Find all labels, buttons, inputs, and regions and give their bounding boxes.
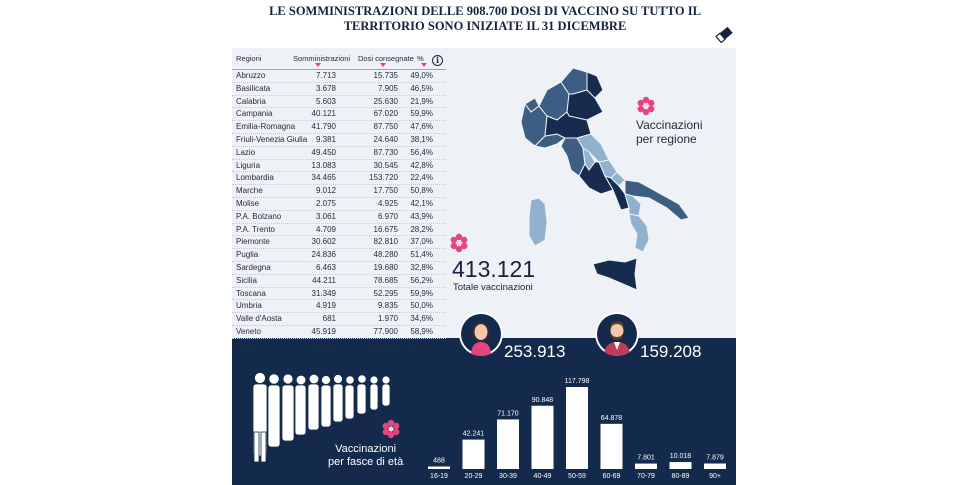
row-region: P.A. Bolzano: [236, 211, 282, 221]
table-row[interactable]: [232, 211, 446, 224]
header-region[interactable]: Regioni: [236, 54, 262, 63]
row-dosi: 78.685: [373, 275, 398, 285]
bar-30-39[interactable]: [497, 419, 519, 469]
map-label: [636, 118, 702, 146]
row-region: Calabria: [236, 96, 266, 106]
title-line-2: TERRITORIO SONO INIZIATE IL 31 DICEMBRE: [343, 19, 627, 33]
header-somministrazioni[interactable]: Somministrazioni: [293, 54, 351, 63]
total-label: Totale: [236, 341, 259, 351]
row-somministrazioni: 4.919: [315, 301, 336, 311]
eraser-icon[interactable]: [715, 27, 733, 43]
map-region-calabria: [629, 214, 649, 252]
row-dosi: 4.925: [377, 198, 398, 208]
bar-value-label: 7.879: [706, 454, 724, 462]
total-vaccinations-label: Totale vaccinazioni: [453, 282, 533, 293]
row-somministrazioni: 2.075: [315, 198, 336, 208]
row-somministrazioni: 31.349: [311, 288, 336, 298]
table-row[interactable]: [232, 185, 446, 198]
bar-category-label: 20-29: [464, 473, 483, 480]
table-row[interactable]: [232, 275, 446, 288]
sort-arrow-icon[interactable]: [315, 63, 321, 67]
row-percent: 32,8%: [410, 262, 433, 272]
map-region-sicilia: [593, 258, 637, 290]
bar-50-59[interactable]: [566, 387, 588, 469]
row-somministrazioni: 4.709: [315, 224, 336, 234]
row-dosi: 17.750: [373, 186, 398, 196]
row-somministrazioni: 13.083: [311, 160, 336, 170]
row-region: Umbria: [236, 301, 262, 311]
row-region: Basilicata: [236, 83, 271, 93]
row-percent: 56,4%: [410, 147, 433, 157]
row-somministrazioni: 3.061: [315, 211, 336, 221]
table-row[interactable]: [232, 147, 446, 160]
row-percent: 59,9%: [410, 109, 433, 119]
row-percent: 42,1%: [410, 198, 433, 208]
map-label-line-1: Vaccinazioni: [636, 118, 703, 132]
table-row[interactable]: [232, 236, 446, 249]
row-dosi: 7.905: [377, 83, 398, 93]
row-percent: 34,6%: [410, 314, 433, 324]
row-region: Liguria: [236, 160, 261, 170]
row-region: P.A. Trento: [236, 224, 275, 234]
age-bar-chart: [232, 338, 736, 485]
row-percent: 43,9%: [410, 211, 433, 221]
row-percent: 50,8%: [410, 186, 433, 196]
row-dosi: 9.835: [377, 301, 398, 311]
row-percent: 38,1%: [410, 134, 433, 144]
row-region: Valle d'Aosta: [236, 314, 282, 324]
total-somm: 413.121: [307, 341, 336, 351]
row-percent: 59,9%: [410, 288, 433, 298]
table-row[interactable]: [232, 121, 446, 134]
bar-value-label: 90.848: [531, 396, 554, 404]
bar-value-label: 117.798: [564, 378, 590, 385]
row-region: Sicilia: [236, 275, 257, 285]
table-row[interactable]: [232, 172, 446, 185]
bar-70-79[interactable]: [635, 464, 657, 469]
bar-value-label: 64.878: [600, 414, 623, 422]
row-somministrazioni: 7.713: [315, 71, 336, 80]
header-percent[interactable]: %: [417, 54, 424, 63]
row-dosi: 24.640: [373, 134, 398, 144]
age-chart-label-line-2: per fasce di età: [328, 455, 404, 468]
bar-value-label: 7.801: [637, 454, 655, 462]
row-region: Lombardia: [236, 173, 274, 183]
row-somministrazioni: 30.602: [311, 237, 336, 247]
row-region: Marche: [236, 186, 263, 196]
total-dosi: 918.450: [369, 341, 398, 351]
bar-20-29[interactable]: [463, 440, 485, 469]
row-region: Puglia: [236, 250, 259, 260]
row-dosi: 48.280: [373, 250, 398, 260]
age-chart-label-line-1: Vaccinazioni: [335, 443, 397, 455]
row-percent: 46,5%: [410, 83, 433, 93]
table-row[interactable]: [232, 224, 446, 237]
row-dosi: 87.730: [373, 147, 398, 157]
bar-category-label: 60-69: [602, 473, 621, 480]
row-region: Campania: [236, 109, 273, 119]
row-percent: 49,0%: [410, 71, 433, 80]
row-percent: 47,6%: [410, 122, 433, 132]
row-dosi: 153.720: [369, 173, 398, 183]
row-dosi: 87.750: [373, 122, 398, 132]
row-percent: 42,8%: [410, 160, 433, 170]
sort-arrow-icon[interactable]: [380, 63, 386, 67]
row-region: Emilia-Romagna: [236, 122, 296, 132]
bar-category-label: 90+: [709, 473, 721, 480]
row-somministrazioni: 41.790: [311, 122, 336, 132]
row-dosi: 15.735: [373, 71, 398, 80]
table-row[interactable]: [232, 108, 446, 121]
row-dosi: 6.970: [377, 211, 398, 221]
row-somministrazioni: 45.919: [311, 326, 336, 336]
row-dosi: 16.675: [373, 224, 398, 234]
regions-table: [232, 50, 446, 353]
row-region: Toscana: [236, 288, 266, 298]
bar-value-label: 71.170: [497, 410, 519, 418]
row-dosi: 25.630: [373, 96, 398, 106]
table-row[interactable]: [232, 70, 446, 83]
table-row[interactable]: [232, 198, 446, 211]
row-somministrazioni: 24.836: [311, 250, 336, 260]
bar-category-label: 16-19: [430, 473, 448, 480]
row-percent: 37,0%: [410, 237, 433, 247]
row-somministrazioni: 34.465: [311, 173, 336, 183]
bar-16-19[interactable]: [428, 467, 450, 470]
total-pct: 45,0%: [410, 341, 433, 351]
row-dosi: 30.545: [373, 160, 398, 170]
men-count: 159.208: [640, 342, 702, 361]
table-row[interactable]: [232, 96, 446, 109]
row-percent: 50,0%: [410, 301, 433, 311]
map-region-sardegna: [529, 198, 547, 246]
page-title: [232, 4, 738, 34]
title-line-1: LE SOMMINISTRAZIONI DELLE 908.700 DOSI DI VACCINO SU TUTTO IL: [269, 4, 701, 18]
row-region: Sardegna: [236, 262, 271, 272]
bar-category-label: 80-89: [671, 473, 690, 480]
row-somministrazioni: 49.450: [311, 147, 336, 157]
bar-value-label: 42.241: [462, 430, 485, 438]
row-percent: 21,9%: [410, 96, 433, 106]
bar-80-89[interactable]: [670, 462, 692, 469]
row-somministrazioni: 3.678: [315, 83, 336, 93]
total-vaccinations-value: 413.121: [452, 256, 536, 282]
table-row[interactable]: [232, 313, 446, 326]
bar-category-label: 30-39: [499, 473, 517, 480]
map-label-line-2: per regione: [636, 132, 697, 146]
bar-60-69[interactable]: [601, 424, 623, 469]
row-somministrazioni: 681: [322, 314, 336, 324]
flower-icon: [636, 96, 656, 116]
row-region: Piemonte: [236, 237, 270, 247]
row-somministrazioni: 44.211: [312, 275, 336, 285]
bar-category-label: 50-59: [568, 473, 586, 480]
bar-value-label: 488: [433, 457, 445, 465]
bar-40-49[interactable]: [532, 406, 554, 469]
row-dosi: 1.970: [377, 314, 398, 324]
table-row[interactable]: [232, 83, 446, 96]
table-header: [232, 50, 446, 70]
bar-category-label: 70-79: [637, 473, 655, 480]
table-row[interactable]: [232, 288, 446, 301]
row-dosi: 52.295: [373, 288, 398, 298]
info-icon[interactable]: i: [432, 55, 443, 66]
sort-arrow-icon[interactable]: [421, 63, 427, 67]
row-dosi: 67.020: [373, 109, 398, 119]
row-region: Molise: [236, 198, 260, 208]
row-percent: 58,9%: [410, 326, 433, 336]
row-percent: 56,2%: [410, 275, 433, 285]
bar-value-label: 10.018: [669, 453, 692, 461]
row-region: Lazio: [236, 147, 256, 157]
table-row[interactable]: [232, 300, 446, 313]
table-row[interactable]: [232, 262, 446, 275]
row-dosi: 19.680: [373, 262, 398, 272]
row-dosi: 77.900: [373, 326, 398, 336]
bar-category-label: 40-49: [533, 473, 552, 480]
row-somministrazioni: 9.381: [315, 134, 336, 144]
table-row[interactable]: [232, 160, 446, 173]
row-percent: 28,2%: [410, 224, 433, 234]
row-percent: 22,4%: [410, 173, 433, 183]
row-somministrazioni: 6.463: [315, 262, 336, 272]
table-row[interactable]: [232, 326, 446, 339]
row-somministrazioni: 9.012: [315, 186, 336, 196]
flower-icon: [449, 233, 469, 253]
row-percent: 51,4%: [410, 250, 433, 260]
italy-map[interactable]: [517, 64, 697, 296]
row-somministrazioni: 5.603: [315, 96, 336, 106]
table-row[interactable]: [232, 134, 446, 147]
row-region: Veneto: [236, 326, 261, 336]
table-row[interactable]: [232, 249, 446, 262]
row-dosi: 82.810: [373, 237, 398, 247]
row-region: Abruzzo: [236, 71, 266, 80]
bar-90+[interactable]: [704, 464, 726, 469]
row-region: Friuli-Venezia Giulia: [236, 134, 308, 144]
header-dosi-consegnate[interactable]: Dosi consegnate: [358, 54, 414, 63]
women-count: 253.913: [504, 342, 566, 361]
row-somministrazioni: 40.121: [311, 109, 336, 119]
